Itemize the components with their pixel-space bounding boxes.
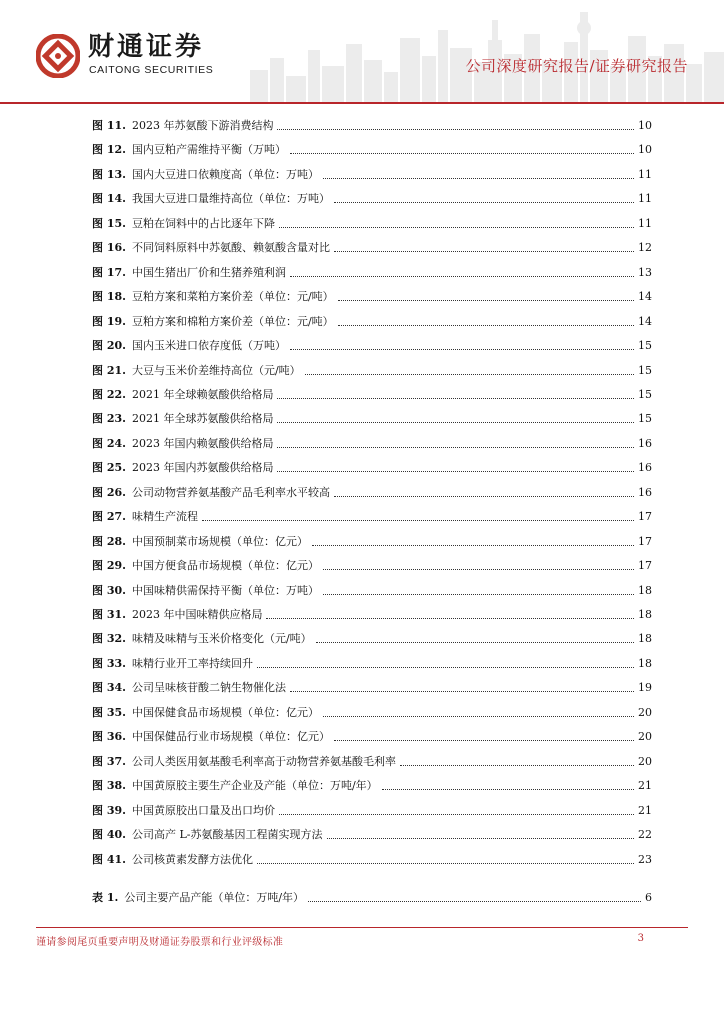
toc-entry-number: 图 26. — [92, 485, 126, 499]
toc-entry-label — [92, 339, 288, 353]
toc-entry-number: 表 1. — [92, 890, 119, 904]
toc-entry-title: 不同饲料原料中苏氨酸、赖氨酸含量对比 — [131, 241, 330, 255]
toc-entry[interactable] — [92, 553, 652, 573]
toc-entry-page: 16 — [638, 485, 652, 499]
toc-leader-dots — [334, 250, 634, 252]
toc-entry-label — [92, 853, 255, 867]
toc-entry-number: 图 21. — [92, 363, 126, 377]
toc-leader-dots — [323, 593, 634, 595]
toc-leader-dots — [277, 397, 634, 399]
toc-entry-label — [92, 891, 306, 905]
toc-entry-title: 国内大豆进口依赖度高（单位：万吨） — [131, 167, 319, 181]
toc-leader-dots — [277, 446, 634, 448]
toc-entry[interactable] — [92, 675, 652, 695]
toc-entry[interactable] — [92, 847, 652, 867]
toc-entry-title: 我国大豆进口量维持高位（单位：万吨） — [131, 192, 330, 206]
toc-leader-dots — [334, 495, 634, 497]
footer-divider — [36, 927, 688, 928]
toc-entry-label — [92, 706, 321, 720]
toc-entry-number: 图 28. — [92, 534, 126, 548]
toc-entry-label — [92, 779, 380, 793]
toc-entry-label — [92, 804, 277, 818]
toc-leader-dots — [305, 373, 634, 375]
toc-leader-dots — [202, 519, 634, 521]
toc-entry-page: 6 — [645, 890, 652, 904]
toc-entry-title: 中国味精供需保持平衡（单位：万吨） — [131, 583, 319, 597]
toc-entry-number: 图 32. — [92, 632, 126, 646]
toc-leader-dots — [327, 837, 635, 839]
toc-entry[interactable] — [92, 529, 652, 549]
toc-leader-dots — [382, 788, 634, 790]
toc-entry-number: 图 25. — [92, 461, 126, 475]
toc-entry-page: 17 — [638, 534, 652, 548]
toc-entry-page: 20 — [638, 730, 652, 744]
toc-leader-dots — [323, 568, 634, 570]
toc-entry-page: 10 — [638, 143, 652, 157]
toc-leader-dots — [290, 348, 634, 350]
toc-entry[interactable] — [92, 822, 652, 842]
toc-entry-label — [92, 730, 332, 744]
toc-entry-title: 2021 年全球苏氨酸供给格局 — [131, 412, 274, 426]
toc-entry-title: 豆粕在饲料中的占比逐年下降 — [131, 216, 275, 230]
toc-entry-number: 图 36. — [92, 730, 126, 744]
toc-entry-label — [92, 461, 275, 475]
toc-entry-page: 20 — [638, 705, 652, 719]
toc-leader-dots — [334, 739, 634, 741]
toc-entry-title: 公司人类医用氨基酸毛利率高于动物营养氨基酸毛利率 — [131, 754, 396, 768]
header-divider — [0, 102, 724, 104]
toc-leader-dots — [312, 544, 634, 546]
toc-entry-number: 图 23. — [92, 412, 126, 426]
toc-leader-dots — [334, 201, 634, 203]
toc-entry-label — [92, 755, 398, 769]
toc-leader-dots — [323, 177, 634, 179]
toc-entry-label — [92, 632, 314, 646]
toc-entry-page: 10 — [638, 119, 652, 132]
toc-entry-number: 图 33. — [92, 656, 126, 670]
toc-entry-title: 豆粕方案和菜粕方案价差（单位：元/吨） — [131, 290, 334, 304]
toc-entry-number: 图 24. — [92, 436, 126, 450]
toc-entry-page: 16 — [638, 436, 652, 450]
toc-entry-label — [92, 315, 336, 329]
toc-entry-title: 中国黄原胶主要生产企业及产能（单位：万吨/年） — [131, 779, 378, 793]
toc-entry-page: 12 — [638, 241, 652, 255]
brand-name-english: CAITONG SECURITIES — [89, 64, 214, 76]
toc-entry-page: 15 — [638, 412, 652, 426]
toc-entry[interactable] — [92, 260, 652, 280]
toc-leader-dots — [308, 900, 641, 902]
toc-leader-dots — [257, 862, 634, 864]
toc-entry-label — [92, 143, 288, 157]
toc-leader-dots — [290, 152, 634, 154]
toc-entry-title: 豆粕方案和棉粕方案价差（单位：元/吨） — [131, 314, 334, 328]
toc-entry-label — [92, 266, 288, 280]
toc-entry-number: 图 19. — [92, 314, 126, 328]
toc-entry[interactable] — [92, 309, 652, 329]
toc-entry-page: 21 — [638, 803, 652, 817]
toc-entry[interactable] — [92, 406, 652, 426]
toc-entry-number: 图 35. — [92, 705, 126, 719]
toc-entry[interactable] — [92, 578, 652, 598]
toc-entry-number: 图 27. — [92, 510, 126, 524]
toc-entry-label — [92, 364, 303, 378]
toc-entry[interactable] — [92, 162, 652, 182]
toc-leader-dots — [323, 715, 634, 717]
toc-entry-page: 14 — [638, 314, 652, 328]
toc-entry-title: 2023 年国内赖氨酸供给格局 — [131, 436, 274, 450]
toc-entry-page: 20 — [638, 754, 652, 768]
toc-entry-page: 18 — [638, 632, 652, 646]
toc-entry-page: 15 — [638, 363, 652, 377]
toc-entry[interactable] — [92, 284, 652, 304]
toc-entry-page: 21 — [638, 779, 652, 793]
toc-entry[interactable] — [92, 602, 652, 622]
toc-entry-title: 大豆与玉米价差维持高位（元/吨） — [131, 363, 301, 377]
toc-entry-title: 2023 年苏氨酸下游消费结构 — [131, 119, 274, 132]
toc-entry-label — [92, 388, 275, 402]
page-header — [0, 0, 724, 106]
toc-entry-label — [92, 168, 321, 182]
toc-entry-number: 图 20. — [92, 339, 126, 353]
toc-entry[interactable] — [92, 235, 652, 255]
toc-entry-title: 中国保健食品市场规模（单位：亿元） — [131, 705, 319, 719]
toc-entry-number: 图 39. — [92, 803, 126, 817]
toc-entry-title: 2023 年中国味精供应格局 — [131, 608, 263, 621]
toc-entry[interactable] — [92, 137, 652, 157]
toc-entry-number: 图 31. — [92, 608, 126, 621]
toc-entry[interactable] — [92, 382, 652, 402]
toc-entry-page: 17 — [638, 510, 652, 524]
toc-entry-title: 2021 年全球赖氨酸供给格局 — [131, 387, 274, 401]
caitong-logo-icon — [36, 34, 80, 78]
toc-entry-label — [92, 290, 336, 304]
page-number: 3 — [637, 933, 644, 944]
toc-entry[interactable] — [92, 480, 652, 500]
toc-entry-number: 图 38. — [92, 779, 126, 793]
toc-entry-page: 17 — [638, 559, 652, 573]
toc-entry-number: 图 30. — [92, 583, 126, 597]
toc-leader-dots — [277, 470, 634, 472]
toc-entry-label — [92, 828, 325, 842]
toc-entry[interactable] — [92, 885, 652, 905]
toc-entry-page: 22 — [638, 828, 652, 842]
toc-entry[interactable] — [92, 773, 652, 793]
toc-entry-label — [92, 119, 275, 133]
toc-leader-dots — [277, 421, 634, 423]
toc-entry-page: 15 — [638, 387, 652, 401]
toc-leader-dots — [338, 324, 634, 326]
toc-entry-title: 中国生猪出厂价和生猪养殖利润 — [131, 265, 286, 279]
toc-entry-number: 图 34. — [92, 681, 126, 695]
toc-entry-title: 公司动物营养氨基酸产品毛利率水平较高 — [131, 485, 330, 499]
toc-entry[interactable] — [92, 749, 652, 769]
toc-leader-dots — [279, 813, 634, 815]
toc-entry-number: 图 11. — [92, 119, 126, 132]
toc-entry-page: 13 — [638, 265, 652, 279]
toc-entry-number: 图 15. — [92, 216, 126, 230]
toc-entry-title: 味精及味精与玉米价格变化（元/吨） — [131, 632, 312, 646]
toc-entry[interactable] — [92, 186, 652, 206]
toc-entry[interactable] — [92, 333, 652, 353]
toc-entry-number: 图 16. — [92, 241, 126, 255]
toc-entry[interactable] — [92, 724, 652, 744]
toc-leader-dots — [316, 641, 634, 643]
toc-entry-number: 图 40. — [92, 828, 126, 842]
toc-entry-label — [92, 192, 332, 206]
toc-entry-title: 公司主要产品产能（单位：万吨/年） — [124, 890, 305, 904]
toc-leader-dots — [257, 666, 634, 668]
report-type-label: 公司深度研究报告/证券研究报告 — [465, 57, 688, 75]
brand-name-chinese: 财通证券 — [88, 32, 205, 62]
toc-entry-label — [92, 437, 275, 451]
toc-leader-dots — [277, 128, 634, 130]
toc-entry[interactable] — [92, 113, 652, 133]
toc-entry-page: 16 — [638, 461, 652, 475]
toc-entry-page: 14 — [638, 290, 652, 304]
toc-entry-page: 23 — [638, 852, 652, 866]
toc-entry-number: 图 41. — [92, 852, 126, 866]
toc-entry-number: 图 18. — [92, 290, 126, 304]
toc-entry-title: 中国黄原胶出口量及出口均价 — [131, 803, 275, 817]
toc-entry[interactable] — [92, 211, 652, 231]
toc-entry-page: 11 — [638, 167, 652, 181]
toc-entry-title: 中国方便食品市场规模（单位：亿元） — [131, 559, 319, 573]
toc-leader-dots — [338, 299, 634, 301]
toc-entry-label — [92, 681, 288, 695]
toc-entry-title: 味精生产流程 — [131, 510, 198, 524]
toc-entry-label — [92, 241, 332, 255]
toc-leader-dots — [266, 617, 634, 619]
toc-entry[interactable] — [92, 431, 652, 451]
toc-leader-dots — [290, 690, 634, 692]
toc-entry-number: 图 13. — [92, 167, 126, 181]
toc-entry[interactable] — [92, 700, 652, 720]
toc-entry-label — [92, 486, 332, 500]
toc-entry-number: 图 29. — [92, 559, 126, 573]
toc-entry-page: 18 — [638, 608, 652, 621]
toc-entry[interactable] — [92, 358, 652, 378]
toc-leader-dots — [400, 764, 634, 766]
toc-entry-page: 11 — [638, 216, 652, 230]
toc-leader-dots — [290, 275, 634, 277]
toc-leader-dots — [279, 226, 634, 228]
footer-disclaimer: 谨请参阅尾页重要声明及财通证券股票和行业评级标准 — [36, 937, 284, 948]
toc-entry-number: 图 12. — [92, 143, 126, 157]
toc-entry[interactable] — [92, 651, 652, 671]
toc-entry-title: 中国保健品行业市场规模（单位：亿元） — [131, 730, 330, 744]
toc-entry-label — [92, 584, 321, 598]
toc-entry-page: 11 — [638, 192, 652, 206]
toc-entry-title: 公司高产 L-苏氨酸基因工程菌实现方法 — [131, 828, 323, 842]
toc-entry-number: 图 14. — [92, 192, 126, 206]
toc-entry-number: 图 22. — [92, 387, 126, 401]
toc-entry-label — [92, 559, 321, 573]
toc-entry-title: 味精行业开工率持续回升 — [131, 656, 253, 670]
toc-entry-number: 图 37. — [92, 754, 126, 768]
toc-entry-label — [92, 510, 200, 524]
toc-entry-page: 18 — [638, 656, 652, 670]
toc-entry-page: 19 — [638, 681, 652, 695]
toc-entry-label — [92, 412, 275, 426]
toc-entry[interactable] — [92, 455, 652, 475]
toc-entry-label — [92, 535, 310, 549]
toc-entry[interactable] — [92, 504, 652, 524]
toc-entry-page: 18 — [638, 583, 652, 597]
toc-entry-title: 公司呈味核苷酸二钠生物催化法 — [131, 681, 286, 695]
toc-entry-number: 图 17. — [92, 265, 126, 279]
toc-entry-label — [92, 608, 264, 622]
toc-entry-label — [92, 657, 255, 671]
toc-entry[interactable] — [92, 626, 652, 646]
toc-entry-title: 中国预制菜市场规模（单位：亿元） — [131, 534, 308, 548]
toc-entry-title: 国内豆粕产需维持平衡（万吨） — [131, 143, 286, 157]
toc-entry[interactable] — [92, 798, 652, 818]
toc-entry-page: 15 — [638, 339, 652, 353]
toc-entry-title: 2023 年国内苏氨酸供给格局 — [131, 461, 274, 475]
toc-entry-label — [92, 217, 277, 231]
toc-entry-title: 公司核黄素发酵方法优化 — [131, 852, 253, 866]
toc-entry-title: 国内玉米进口依存度低（万吨） — [131, 339, 286, 353]
